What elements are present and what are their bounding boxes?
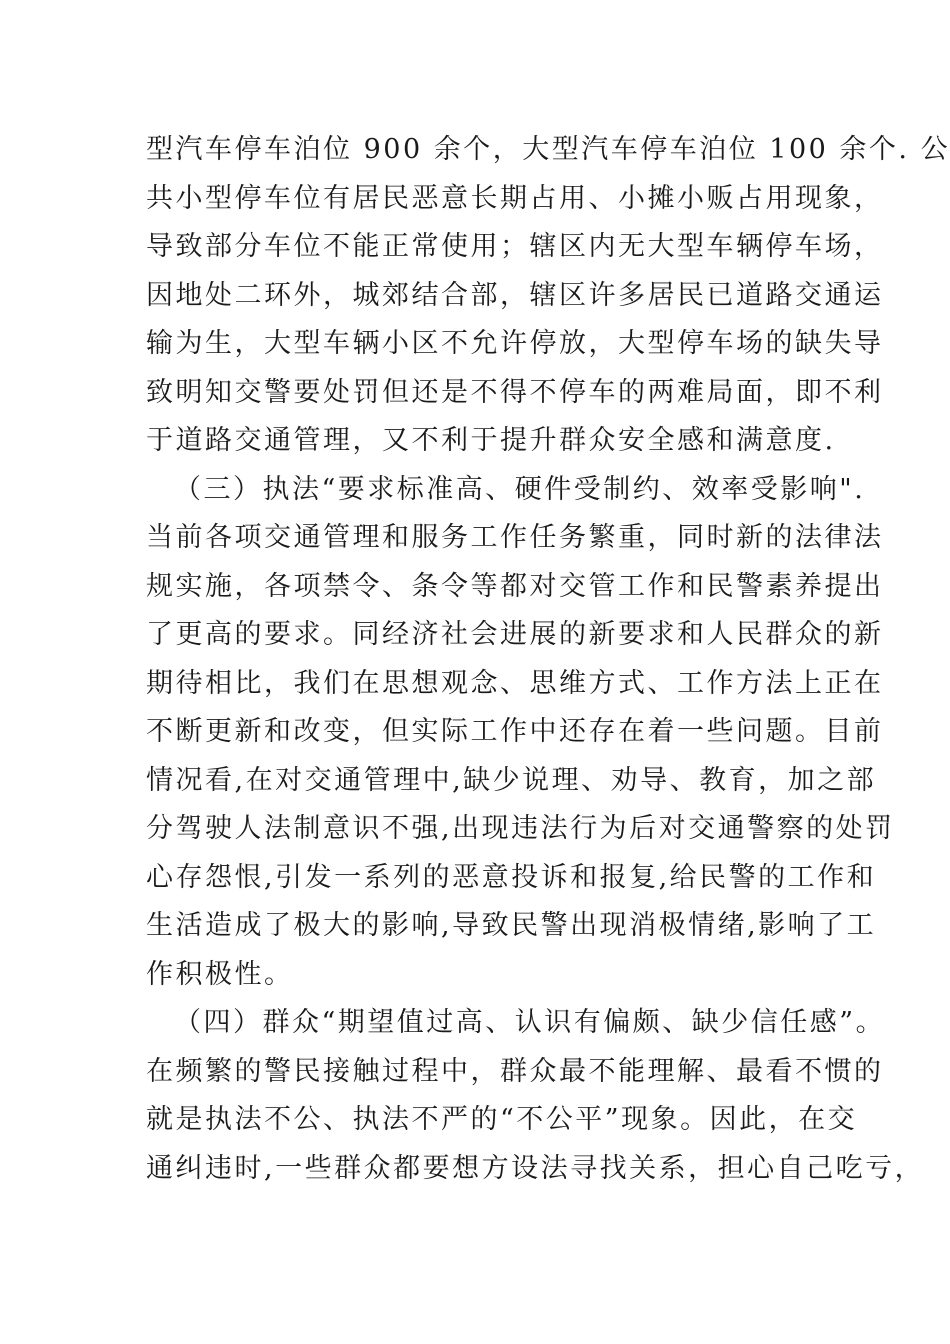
section-heading-4: （四）群众“期望值过高、认识有偏颇、缺少信任感”。 <box>174 1007 886 1038</box>
body-text <box>146 126 950 1193</box>
text-line: 心存怨恨,引发一系列的恶意投诉和报复,给民警的工作和 <box>146 861 877 893</box>
text-line: 导致部分车位不能正常使用；辖区内无大型车辆停车场， <box>146 231 884 262</box>
text-line: 生活造成了极大的影响,导致民警出现消极情绪,影响了工 <box>146 910 877 941</box>
text-line: 于道路交通管理，又不利于提升群众安全感和满意度. <box>146 425 836 456</box>
text-line: 当前各项交通管理和服务工作任务繁重，同时新的法律法 <box>146 522 884 553</box>
text-line: 通纠违时,一些群众都要想方设法寻找关系，担心自己吃亏， <box>146 1152 925 1184</box>
text-line: 情况看,在对交通管理中,缺少说理、劝导、教育，加之部 <box>146 764 877 796</box>
text-line: 输为生，大型车辆小区不允许停放，大型停车场的缺失导 <box>146 328 884 359</box>
text-line: 因地处二环外，城郊结合部，辖区许多居民已道路交通运 <box>146 279 884 311</box>
text-line: 规实施，各项禁令、条令等都对交管工作和民警素养提出 <box>146 570 884 602</box>
text-line: 就是执法不公、执法不严的“不公平”现象。因此，在交 <box>146 1104 858 1135</box>
text-line: 共小型停车位有居民恶意长期占用、小摊小贩占用现象， <box>146 182 884 214</box>
text-line: 了更高的要求。同经济社会进展的新要求和人民群众的新 <box>146 619 884 650</box>
text-line: 分驾驶人法制意识不强,出现违法行为后对交通警察的处罚 <box>146 813 895 844</box>
text-line: 作积极性。 <box>146 958 294 990</box>
text-line: 期待相比，我们在思想观念、思维方式、工作方法上正在 <box>146 667 884 699</box>
section-heading-3: （三）执法“要求标准高、硬件受制约、效率受影响". <box>174 473 866 505</box>
text-line: 在频繁的警民接触过程中，群众最不能理解、最看不惯的 <box>146 1055 884 1087</box>
text-line: 型汽车停车泊位 900 余个，大型汽车停车泊位 100 余个. 公 <box>146 134 950 165</box>
text-line: 致明知交警要处罚但还是不得不停车的两难局面，即不利 <box>146 376 884 408</box>
text-line: 不断更新和改变，但实际工作中还存在着一些问题。目前 <box>146 716 884 747</box>
